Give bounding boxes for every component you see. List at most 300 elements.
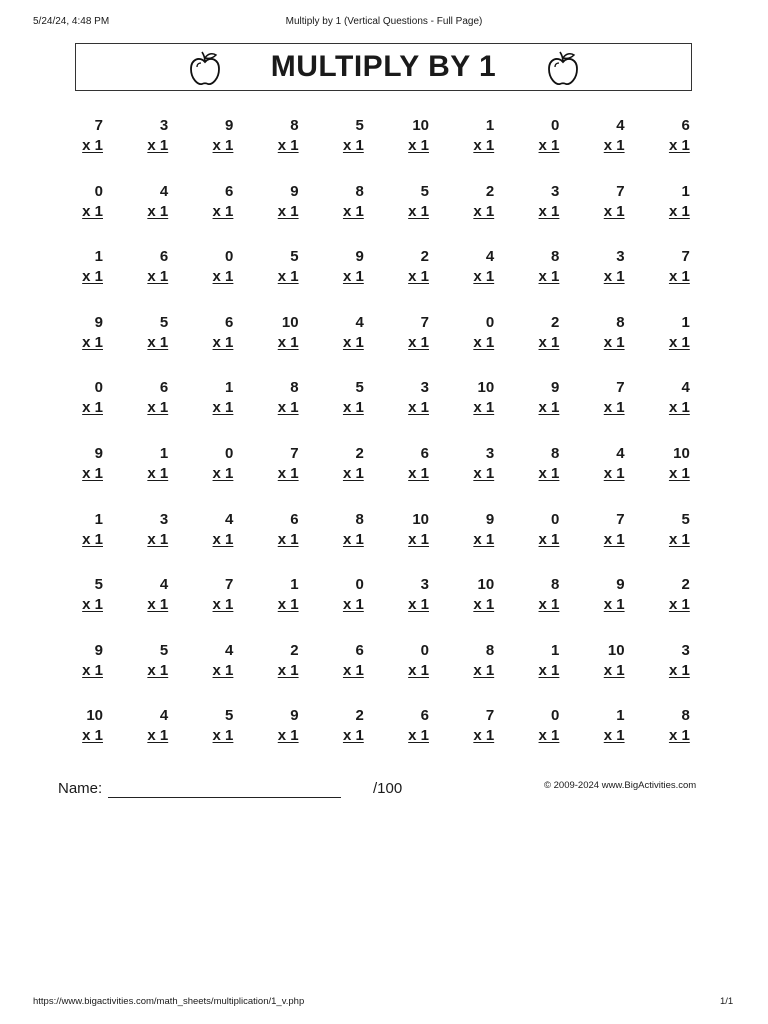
problem	[499, 444, 559, 484]
multiplier	[239, 464, 299, 484]
problem	[369, 510, 429, 550]
problem	[565, 444, 625, 484]
multiplicand: 1	[225, 379, 234, 397]
multiplier-label: x 1	[408, 268, 429, 286]
problem	[43, 378, 103, 418]
multiplicand: 7	[616, 182, 625, 200]
multiplicand: 9	[355, 248, 364, 266]
multiplier-label: x 1	[147, 399, 169, 417]
problem	[43, 706, 103, 746]
multiplicand: 10	[607, 641, 625, 659]
multiplicand: 9	[94, 641, 103, 659]
multiplier-label: x 1	[473, 661, 495, 679]
multiplier	[43, 595, 103, 615]
multiplier	[434, 726, 494, 746]
problem	[434, 116, 494, 156]
multiplier	[43, 398, 103, 418]
multiplier	[173, 136, 233, 156]
multiplier-label: x 1	[82, 399, 103, 417]
multiplicand: 4	[485, 248, 495, 266]
problem	[369, 706, 429, 746]
multiplier	[108, 136, 168, 156]
multiplicand: 0	[551, 117, 560, 134]
multiplier-label: x 1	[408, 202, 429, 220]
multiplier	[499, 333, 559, 353]
problem	[173, 575, 233, 615]
multiplicand: 8	[355, 510, 364, 528]
problem	[108, 313, 168, 353]
multiplicand: 0	[551, 510, 560, 528]
problem	[173, 247, 233, 287]
multiplier	[630, 267, 690, 287]
multiplier-label: x 1	[212, 596, 234, 614]
multiplier-label: x 1	[147, 202, 169, 220]
multiplier-label: x 1	[408, 727, 429, 745]
print-url: https://www.bigactivities.com/math_sheets/multiplication/1_v.php	[33, 996, 305, 1007]
multiplier-label: x 1	[212, 727, 234, 745]
multiplier-label: x 1	[342, 333, 364, 351]
multiplier	[630, 726, 690, 746]
multiplier-label: x 1	[212, 333, 234, 351]
multiplicand: 3	[159, 117, 169, 134]
multiplicand: 1	[681, 313, 690, 331]
multiplier-label: x 1	[147, 727, 169, 745]
multiplicand: 1	[94, 248, 103, 266]
multiplier-label: x 1	[147, 465, 169, 482]
multiplier	[565, 136, 625, 156]
multiplier-label: x 1	[82, 661, 103, 679]
multiplicand: 2	[355, 707, 364, 725]
multiplicand: 4	[616, 117, 625, 134]
multiplicand: 2	[355, 445, 364, 462]
multiplicand: 6	[225, 182, 234, 200]
multiplier-label: x 1	[668, 596, 690, 614]
multiplicand: 10	[412, 117, 429, 134]
multiplicand: 3	[420, 576, 429, 594]
multiplier-label: x 1	[82, 137, 103, 154]
multiplier-label: x 1	[473, 727, 495, 745]
problem	[499, 510, 559, 550]
problem	[369, 444, 429, 484]
multiplier-label: x 1	[277, 202, 299, 220]
problem	[43, 182, 103, 222]
multiplicand: 6	[420, 707, 429, 725]
multiplicand: 3	[551, 182, 560, 200]
problem	[499, 313, 559, 353]
multiplier-label: x 1	[82, 268, 103, 286]
multiplier	[369, 398, 429, 418]
multiplier	[43, 530, 103, 550]
multiplier-label: x 1	[603, 661, 625, 679]
multiplier-label: x 1	[147, 596, 169, 614]
multiplier	[108, 726, 168, 746]
multiplier	[173, 398, 233, 418]
multiplicand: 7	[616, 510, 625, 528]
multiplier	[565, 726, 625, 746]
multiplier	[173, 333, 233, 353]
multiplier	[304, 661, 364, 681]
problem	[304, 575, 364, 615]
print-page-number: 1/1	[720, 996, 734, 1007]
problem	[565, 575, 625, 615]
problem	[108, 510, 168, 550]
problem	[108, 116, 168, 156]
multiplicand: 1	[616, 707, 625, 725]
multiplier-label: x 1	[603, 268, 625, 286]
multiplier	[173, 661, 233, 681]
multiplicand: 7	[616, 379, 625, 397]
multiplicand: 3	[681, 641, 690, 659]
multiplier-label: x 1	[603, 465, 625, 482]
multiplicand: 6	[681, 117, 690, 134]
multiplier	[565, 464, 625, 484]
multiplier-label: x 1	[603, 399, 625, 417]
multiplier-label: x 1	[603, 202, 625, 220]
multiplier-label: x 1	[277, 465, 299, 482]
multiplicand: 1	[94, 510, 103, 528]
multiplier	[434, 267, 494, 287]
multiplicand: 0	[551, 707, 560, 725]
problem	[499, 116, 559, 156]
multiplier-label: x 1	[82, 727, 103, 745]
multiplicand: 9	[94, 313, 103, 331]
multiplier	[108, 464, 168, 484]
multiplier	[108, 661, 168, 681]
multiplier	[565, 530, 625, 550]
multiplicand: 8	[290, 379, 299, 397]
problem	[108, 575, 168, 615]
multiplier	[499, 267, 559, 287]
print-datetime: 5/24/24, 4:48 PM	[33, 16, 110, 27]
problem	[43, 575, 103, 615]
multiplier	[630, 136, 690, 156]
problem	[173, 510, 233, 550]
problem	[565, 182, 625, 222]
multiplicand: 8	[551, 445, 560, 462]
multiplicand: 5	[159, 641, 169, 659]
multiplier-label: x 1	[342, 202, 364, 220]
problem	[239, 247, 299, 287]
multiplicand: 2	[681, 576, 690, 594]
multiplier	[565, 661, 625, 681]
multiplier-label: x 1	[473, 596, 495, 614]
multiplier	[499, 595, 559, 615]
problem	[108, 247, 168, 287]
multiplicand: 7	[681, 248, 690, 266]
multiplicand: 8	[355, 182, 364, 200]
problem	[108, 706, 168, 746]
multiplier-label: x 1	[82, 465, 103, 482]
multiplier-label: x 1	[668, 727, 690, 745]
multiplier-label: x 1	[82, 202, 103, 220]
problem	[499, 182, 559, 222]
problem	[434, 378, 494, 418]
multiplier-label: x 1	[538, 530, 560, 548]
multiplier	[630, 661, 690, 681]
problem	[304, 641, 364, 681]
multiplier	[239, 136, 299, 156]
multiplier-label: x 1	[277, 727, 299, 745]
copyright-text: © 2009-2024 www.BigActivities.com	[544, 780, 697, 791]
multiplier	[630, 464, 690, 484]
problem	[499, 575, 559, 615]
problem	[239, 575, 299, 615]
multiplier-label: x 1	[408, 399, 429, 417]
multiplier	[369, 333, 429, 353]
multiplicand: 4	[159, 576, 169, 594]
problem	[239, 706, 299, 746]
multiplicand: 7	[485, 707, 495, 725]
problem	[43, 444, 103, 484]
multiplier-label: x 1	[82, 596, 103, 614]
multiplicand: 4	[681, 379, 690, 397]
name-label: Name:	[58, 780, 103, 797]
problem	[239, 641, 299, 681]
multiplier-label: x 1	[408, 137, 429, 154]
problem	[565, 313, 625, 353]
multiplicand: 5	[159, 313, 169, 331]
multiplier-label: x 1	[538, 727, 560, 745]
multiplicand: 7	[420, 313, 429, 331]
worksheet-title-box	[75, 43, 692, 91]
multiplier-label: x 1	[408, 333, 429, 351]
problem	[499, 641, 559, 681]
multiplicand: 10	[412, 510, 429, 528]
problem	[434, 706, 494, 746]
multiplier	[630, 595, 690, 615]
multiplier-label: x 1	[603, 530, 625, 548]
multiplier	[173, 595, 233, 615]
problem	[369, 378, 429, 418]
multiplicand: 6	[420, 445, 429, 462]
multiplier	[434, 136, 494, 156]
multiplier	[304, 267, 364, 287]
multiplier-label: x 1	[408, 661, 429, 679]
multiplier-label: x 1	[538, 596, 560, 614]
multiplier-label: x 1	[538, 661, 560, 679]
multiplier	[499, 202, 559, 222]
problem	[434, 247, 494, 287]
multiplicand: 9	[616, 576, 625, 594]
multiplier-label: x 1	[538, 465, 560, 482]
multiplicand: 4	[355, 313, 364, 331]
problem	[565, 116, 625, 156]
multiplier-label: x 1	[473, 268, 495, 286]
problem	[630, 510, 690, 550]
multiplier	[369, 726, 429, 746]
multiplier	[304, 202, 364, 222]
multiplicand: 0	[485, 313, 495, 331]
multiplier	[565, 267, 625, 287]
problem	[630, 706, 690, 746]
multiplier	[43, 333, 103, 353]
problem	[630, 247, 690, 287]
multiplier	[630, 202, 690, 222]
multiplicand: 8	[551, 576, 560, 594]
multiplicand: 10	[86, 707, 103, 725]
problem	[304, 313, 364, 353]
multiplicand: 9	[485, 510, 495, 528]
multiplicand: 1	[551, 641, 560, 659]
multiplier	[369, 267, 429, 287]
multiplier-label: x 1	[342, 530, 364, 548]
multiplicand: 5	[225, 707, 234, 725]
problem	[369, 116, 429, 156]
multiplier-label: x 1	[538, 268, 560, 286]
multiplier	[43, 464, 103, 484]
multiplier-label: x 1	[212, 661, 234, 679]
problem	[630, 378, 690, 418]
multiplier	[43, 267, 103, 287]
multiplicand: 7	[225, 576, 234, 594]
multiplier	[499, 661, 559, 681]
multiplier	[43, 202, 103, 222]
multiplier	[304, 464, 364, 484]
multiplicand: 0	[225, 248, 234, 266]
multiplier-label: x 1	[212, 530, 234, 548]
multiplier-label: x 1	[147, 137, 169, 154]
multiplicand: 10	[477, 379, 495, 397]
multiplier-label: x 1	[342, 465, 364, 482]
multiplicand: 2	[551, 313, 560, 331]
multiplier	[304, 595, 364, 615]
multiplier-label: x 1	[538, 399, 560, 417]
multiplicand: 5	[290, 248, 299, 266]
multiplier	[239, 333, 299, 353]
problem	[108, 378, 168, 418]
multiplicand: 9	[94, 445, 103, 462]
multiplier	[565, 595, 625, 615]
multiplier	[239, 267, 299, 287]
multiplicand: 1	[681, 182, 690, 200]
multiplier-label: x 1	[212, 202, 234, 220]
multiplier	[499, 726, 559, 746]
multiplicand: 1	[290, 576, 299, 594]
problem	[304, 247, 364, 287]
multiplier-label: x 1	[668, 465, 690, 482]
multiplier	[108, 398, 168, 418]
multiplier	[565, 333, 625, 353]
multiplier-label: x 1	[212, 137, 234, 154]
multiplicand: 5	[355, 117, 364, 134]
multiplier-label: x 1	[277, 137, 299, 154]
multiplicand: 10	[673, 445, 690, 462]
problem	[43, 641, 103, 681]
multiplier-label: x 1	[408, 596, 429, 614]
multiplier-label: x 1	[342, 596, 364, 614]
multiplier	[304, 726, 364, 746]
problem	[434, 444, 494, 484]
multiplier-label: x 1	[668, 202, 690, 220]
problem	[630, 575, 690, 615]
multiplier	[499, 398, 559, 418]
multiplier-label: x 1	[668, 399, 690, 417]
multiplicand: 8	[485, 641, 495, 659]
problem	[108, 641, 168, 681]
problem	[173, 182, 233, 222]
problem	[239, 116, 299, 156]
multiplier-label: x 1	[408, 465, 429, 482]
problem	[43, 247, 103, 287]
multiplier-label: x 1	[668, 530, 690, 548]
problem	[369, 182, 429, 222]
multiplier-label: x 1	[473, 202, 495, 220]
multiplier	[108, 333, 168, 353]
multiplier-label: x 1	[147, 530, 169, 548]
multiplicand: 4	[159, 182, 169, 200]
multiplicand: 2	[485, 182, 495, 200]
multiplicand: 5	[681, 510, 690, 528]
problem	[630, 444, 690, 484]
multiplicand: 7	[94, 117, 103, 134]
multiplier	[565, 398, 625, 418]
multiplier-label: x 1	[538, 137, 560, 154]
problem	[434, 575, 494, 615]
multiplier-label: x 1	[603, 596, 625, 614]
problem	[499, 247, 559, 287]
problem	[43, 510, 103, 550]
multiplier	[108, 202, 168, 222]
multiplicand: 5	[94, 576, 103, 594]
multiplier-label: x 1	[668, 333, 690, 351]
multiplier-label: x 1	[342, 727, 364, 745]
multiplier-label: x 1	[277, 596, 299, 614]
problem	[173, 641, 233, 681]
problem	[108, 444, 168, 484]
problem	[434, 313, 494, 353]
problem	[43, 313, 103, 353]
multiplicand: 8	[616, 313, 625, 331]
multiplicand: 7	[290, 445, 299, 462]
problem	[304, 510, 364, 550]
problem	[239, 182, 299, 222]
problem	[565, 510, 625, 550]
problem	[434, 182, 494, 222]
problem	[499, 706, 559, 746]
problem	[239, 378, 299, 418]
problem	[565, 378, 625, 418]
multiplicand: 10	[281, 313, 299, 331]
multiplier-label: x 1	[277, 530, 299, 548]
multiplier	[173, 267, 233, 287]
problem	[43, 116, 103, 156]
multiplier	[369, 595, 429, 615]
multiplier	[369, 464, 429, 484]
problem	[304, 706, 364, 746]
problem	[369, 575, 429, 615]
multiplier	[304, 136, 364, 156]
multiplicand: 8	[290, 117, 299, 134]
problem	[173, 313, 233, 353]
multiplier	[173, 464, 233, 484]
apple-icon	[188, 50, 222, 88]
multiplicand: 6	[159, 379, 169, 397]
multiplier	[43, 136, 103, 156]
multiplier-label: x 1	[342, 661, 364, 679]
multiplier	[108, 595, 168, 615]
multiplicand: 6	[225, 313, 234, 331]
multiplier-label: x 1	[212, 268, 234, 286]
multiplier-label: x 1	[473, 465, 495, 482]
multiplier	[369, 530, 429, 550]
multiplier-label: x 1	[277, 268, 299, 286]
multiplier	[173, 530, 233, 550]
problem	[434, 641, 494, 681]
multiplier-label: x 1	[668, 137, 690, 154]
multiplier	[173, 202, 233, 222]
multiplier-label: x 1	[603, 727, 625, 745]
multiplier	[239, 398, 299, 418]
